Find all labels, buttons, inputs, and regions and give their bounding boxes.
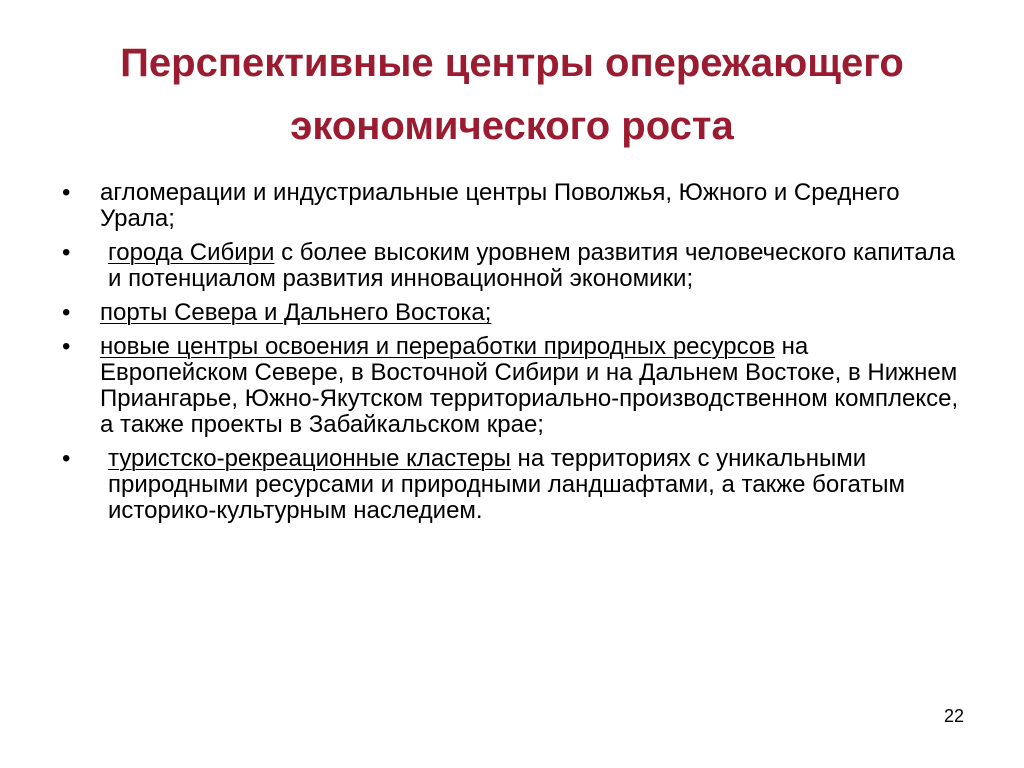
- bullet-item-5: [62, 446, 962, 524]
- bullet-text-rest: на Европейском Севере, в Восточной Сибири и на Дальнем Востоке, в Нижнем Приангарье, Южно-Якутском территориально-производственном комплексе, а также проекты в Забайкальском крае;: [100, 333, 959, 438]
- slide-title: [40, 32, 984, 158]
- bullet-text-underlined: порты Севера и Дальнего Востока;: [100, 299, 492, 326]
- page-number: 22: [943, 706, 964, 726]
- bullet-item-4: [62, 334, 962, 438]
- bullet-marker: •: [62, 179, 71, 206]
- bullet-marker: •: [62, 445, 71, 472]
- bullet-text: [100, 334, 962, 438]
- bullet-text-rest: с более высоким уровнем развития человеческого капитала и потенциалом развития инновационной экономики;: [108, 239, 956, 292]
- bullet-marker: •: [62, 239, 71, 266]
- bullet-list: [62, 180, 962, 532]
- bullet-text-underlined: туристско-рекреационные кластеры: [108, 445, 511, 472]
- bullet-item-3: [62, 300, 962, 326]
- bullet-item-2: [62, 240, 962, 292]
- slide-title-line-2: экономического роста: [290, 104, 734, 148]
- bullet-marker: •: [62, 299, 71, 326]
- bullet-text: [100, 446, 962, 524]
- bullet-text-underlined: новые центры освоения и переработки природных ресурсов: [100, 333, 775, 360]
- bullet-text: [100, 180, 962, 232]
- slide-title-line-1: Перспективные центры опережающего: [120, 41, 904, 85]
- bullet-text-underlined: города Сибири: [108, 239, 275, 266]
- bullet-text-rest: агломерации и индустриальные центры Поволжья, Южного и Среднего Урала;: [100, 179, 900, 232]
- bullet-item-1: [62, 180, 962, 232]
- bullet-marker: •: [62, 333, 71, 360]
- bullet-text: [100, 240, 962, 292]
- bullet-text: [100, 300, 962, 326]
- bullet-text-rest: на территориях с уникальными природными ресурсами и природными ландшафтами, а также богатым историко-культурным наследием.: [108, 445, 906, 524]
